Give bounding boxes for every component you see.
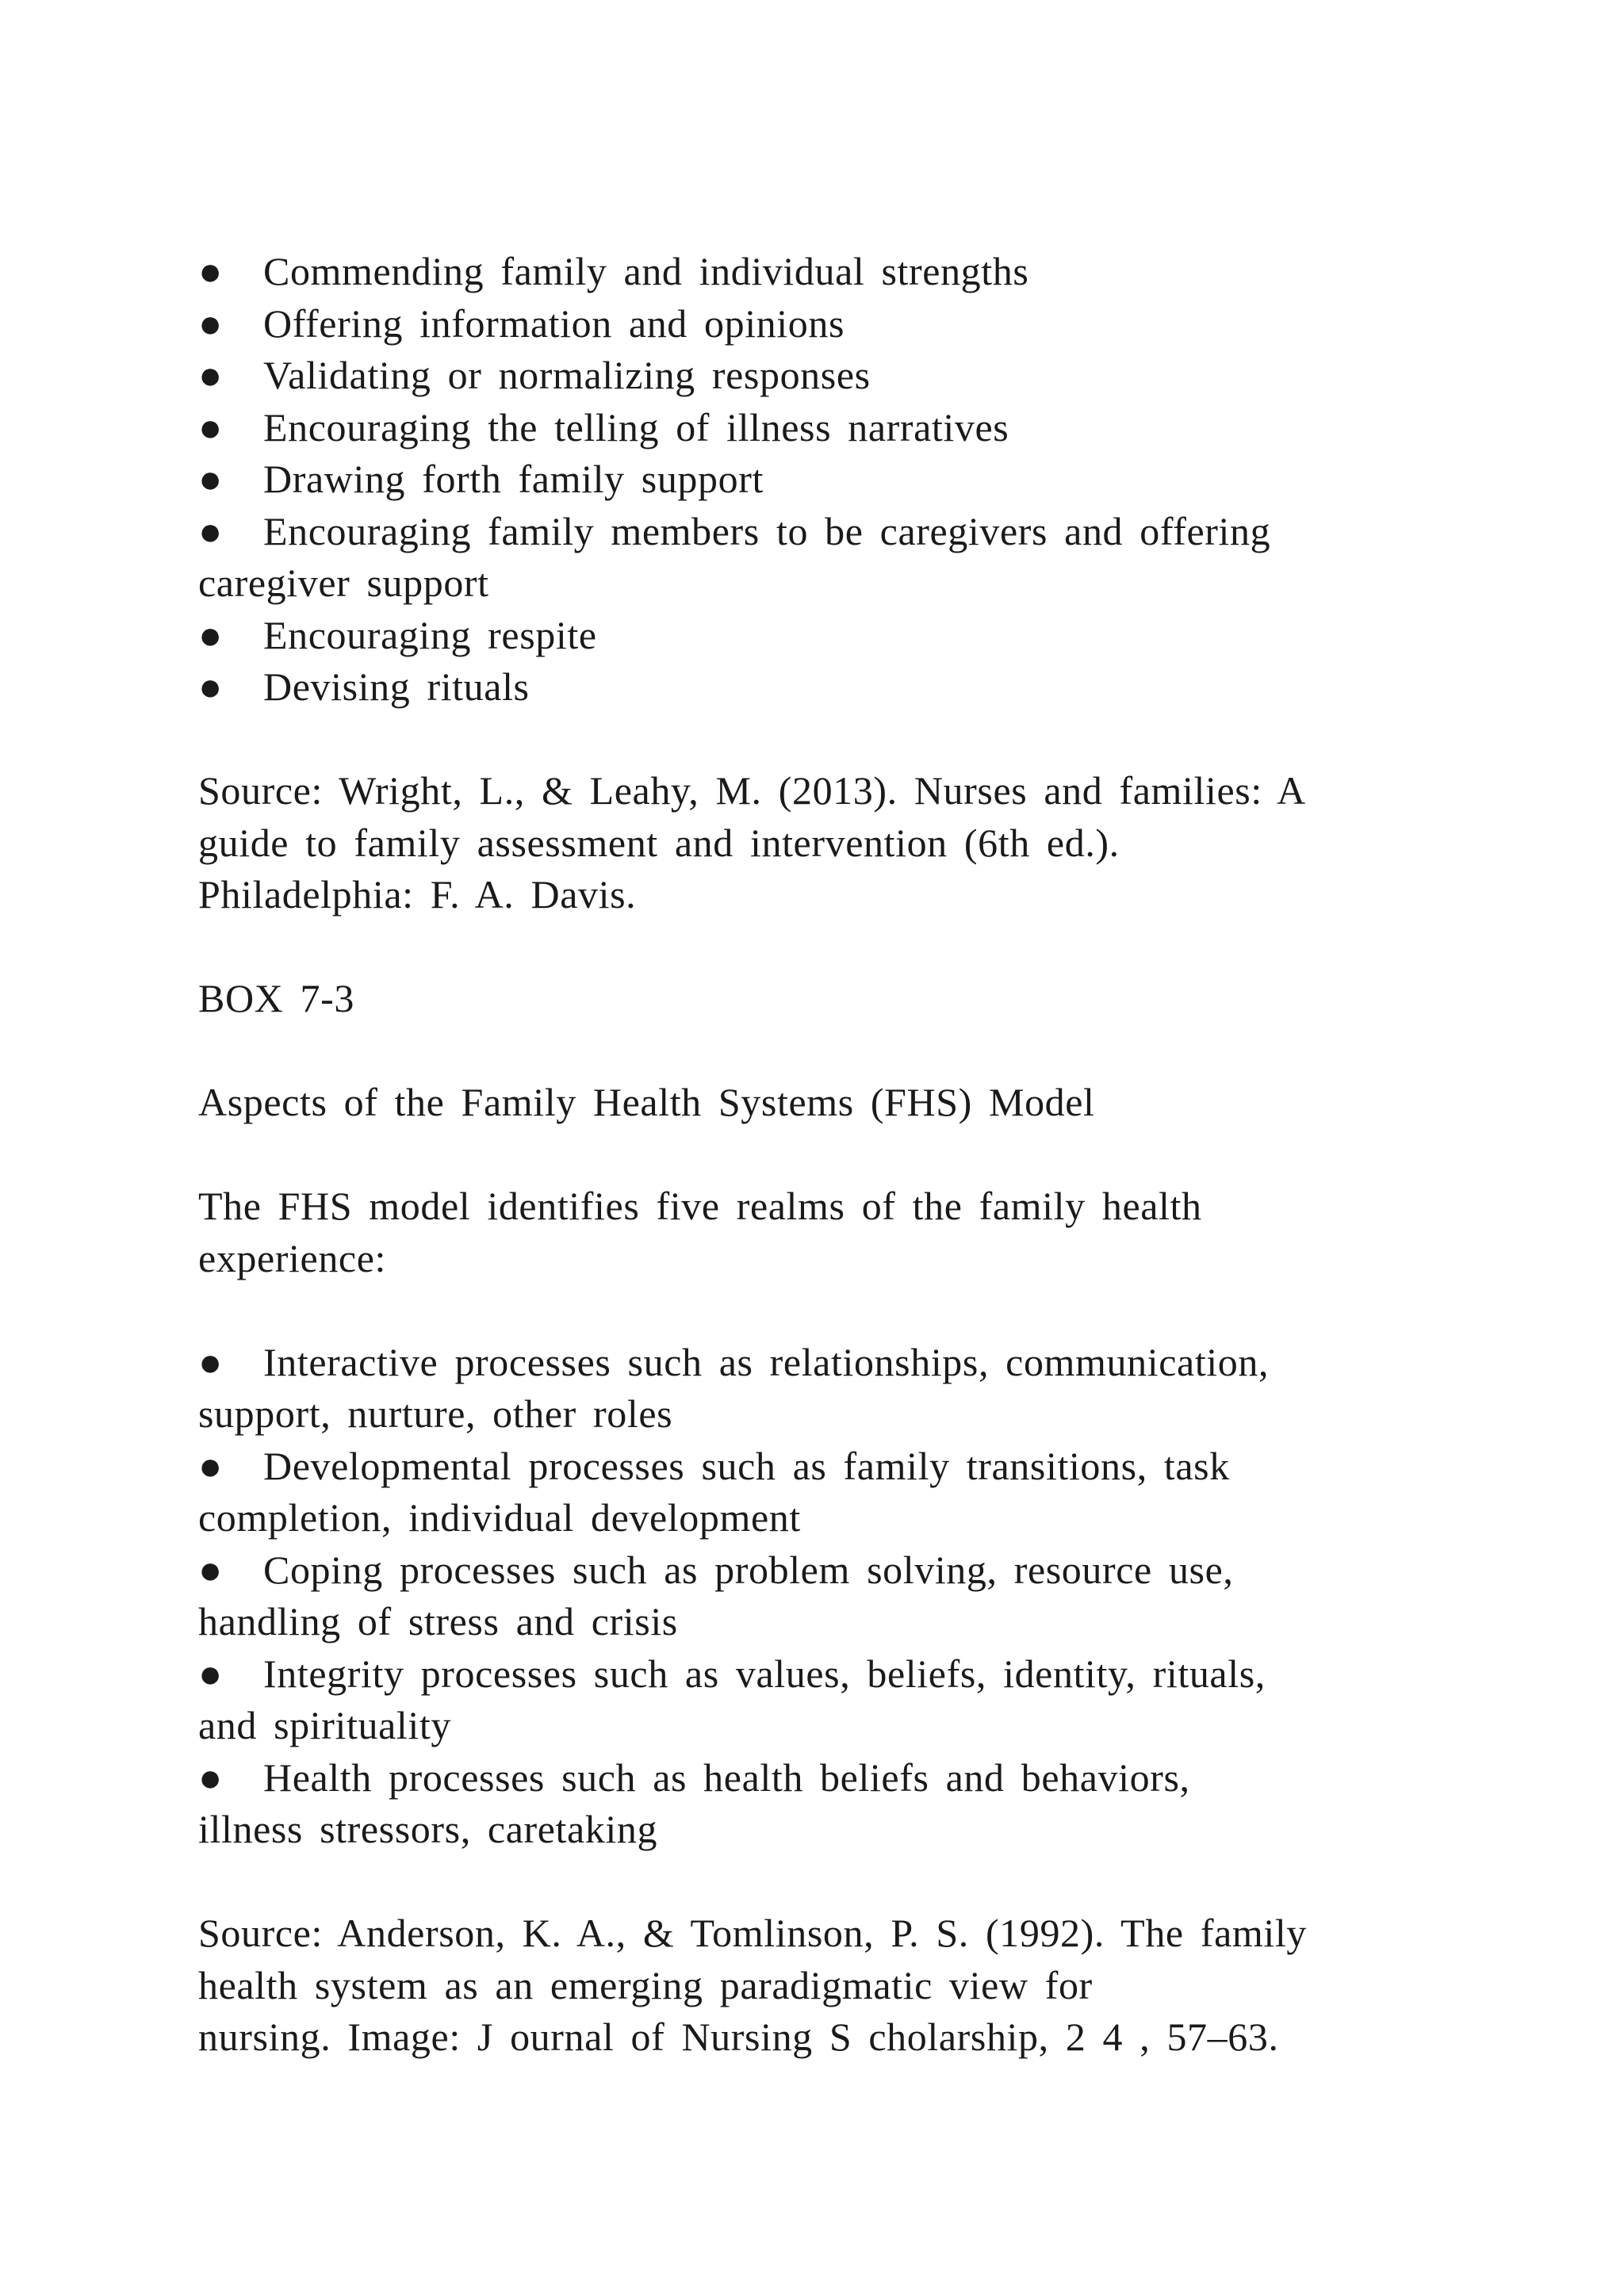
document-page <box>198 246 1435 2064</box>
list-item-continuation: and spirituality <box>198 1703 451 1747</box>
list-item: ● Encouraging the telling of illness narratives <box>198 402 1435 454</box>
bullet-icon: ● <box>198 1755 223 1800</box>
intervention-list <box>198 246 1435 714</box>
list-item: ● Validating or normalizing responses <box>198 350 1435 402</box>
list-item: ● Drawing forth family support <box>198 453 1435 506</box>
intro-paragraph <box>198 1181 1435 1284</box>
bullet-icon: ● <box>198 1443 223 1488</box>
citation-line: Source: Wright, L., & Leahy, M. (2013). Nurses and families: A <box>198 768 1306 813</box>
bullet-icon: ● <box>198 404 223 450</box>
citation-line: Source: Anderson, K. A., & Tomlinson, P. S. (1992). The family <box>198 1911 1307 1955</box>
list-item: ● Devising rituals <box>198 661 1435 714</box>
bullet-icon: ● <box>198 353 223 397</box>
box-title: Aspects of the Family Health Systems (FHS) Model <box>198 1080 1095 1124</box>
spacer <box>198 1284 1435 1337</box>
list-item: ● Interactive processes such as relationships, communication, <box>198 1337 1435 1389</box>
source-citation-2 <box>198 1908 1435 2064</box>
citation-line: health system as an emerging paradigmatic view for <box>198 1962 1093 2007</box>
box-label: BOX 7-3 <box>198 976 354 1020</box>
list-item: ● Commending family and individual strengths <box>198 246 1435 298</box>
intro-line: The FHS model identifies five realms of the family health <box>198 1184 1202 1228</box>
list-item-continuation: support, nurture, other roles <box>198 1391 673 1436</box>
spacer <box>198 921 1435 974</box>
spacer <box>198 1129 1435 1181</box>
bullet-icon: ● <box>198 508 223 553</box>
intro-line: experience: <box>198 1235 386 1280</box>
bullet-icon: ● <box>198 612 223 657</box>
list-item: ● Offering information and opinions <box>198 298 1435 350</box>
fhs-realms-list <box>198 1337 1435 1856</box>
spacer <box>198 714 1435 766</box>
bullet-icon: ● <box>198 1339 223 1384</box>
list-item: ● Integrity processes such as values, beliefs, identity, rituals, <box>198 1648 1435 1701</box>
list-item: ● Coping processes such as problem solving, resource use, <box>198 1544 1435 1597</box>
list-item: ● Encouraging family members to be caregivers and offering <box>198 506 1435 558</box>
list-item: ● Developmental processes such as family transitions, task <box>198 1441 1435 1493</box>
bullet-icon: ● <box>198 1547 223 1592</box>
list-item: ● Health processes such as health beliefs and behaviors, <box>198 1752 1435 1804</box>
list-item: ● Encouraging respite <box>198 610 1435 662</box>
bullet-icon: ● <box>198 300 223 346</box>
bullet-icon: ● <box>198 249 223 293</box>
spacer <box>198 1856 1435 1908</box>
list-item-continuation: completion, individual development <box>198 1495 801 1540</box>
bullet-icon: ● <box>198 664 223 709</box>
spacer <box>198 1025 1435 1077</box>
citation-line: guide to family assessment and intervention (6th ed.). <box>198 820 1120 865</box>
bullet-icon: ● <box>198 457 223 501</box>
citation-line: Philadelphia: F. A. Davis. <box>198 872 637 916</box>
list-item-continuation: handling of stress and crisis <box>198 1599 678 1644</box>
list-item-continuation: illness stressors, caretaking <box>198 1807 658 1851</box>
source-citation-1 <box>198 765 1435 921</box>
bullet-icon: ● <box>198 1651 223 1696</box>
list-item-continuation: caregiver support <box>198 561 489 605</box>
citation-line: nursing. Image: J ournal of Nursing S cholarship, 2 4 , 57–63. <box>198 2015 1279 2059</box>
